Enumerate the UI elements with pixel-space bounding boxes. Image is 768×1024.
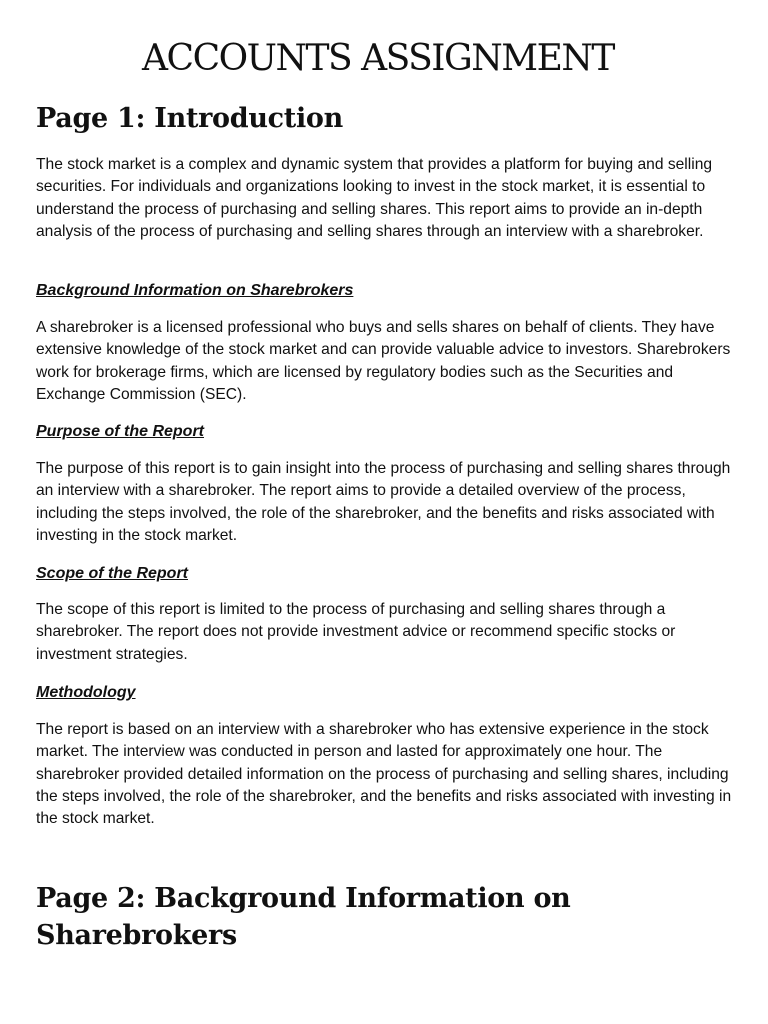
intro-paragraph: The stock market is a complex and dynamic system that provides a platform for buying and selling securities. For individuals and organizations looking to invest in the stock market, it is essential to understand the process of purchasing and selling shares. This report aims to provide an in-depth analysis of the process of purchasing and selling shares through an interview with a sharebroker. [36,156,713,240]
page1-heading: Page 1: Introduction [36,103,343,134]
document-title: ACCOUNTS ASSIGNMENT [142,38,614,79]
section-heading-background: Background Information on Sharebrokers [36,282,354,299]
page2-heading: Page 2: Background Information on Sharebrokers [36,883,571,951]
section-body-scope: The scope of this report is limited to the process of purchasing and selling shares through a sharebroker. The report does not provide investment advice or recommend specific stocks or investment strategies. [36,601,676,663]
section-heading-methodology: Methodology [36,684,136,701]
section-body-background: A sharebroker is a licensed professional who buys and sells shares on behalf of clients. They have extensive knowledge of the stock market and can provide valuable advice to investors. Sharebrokers work for brokerage firms, which are licensed by regulatory bodies such as the Securities and Exchange Commission (SEC). [36,319,731,403]
section-body-purpose: The purpose of this report is to gain insight into the process of purchasing and selling shares through an interview with a sharebroker. The report aims to provide a detailed overview of the process, including the steps involved, the role of the sharebroker, and the benefits and risks associated with investing in the stock market. [36,460,731,544]
section-heading-scope: Scope of the Report [36,565,189,582]
section-heading-purpose: Purpose of the Report [36,423,205,440]
section-body-methodology: The report is based on an interview with a sharebroker who has extensive experience in the stock market. The interview was conducted in person and lasted for approximately one hour. The sharebroker provided detailed information on the process of purchasing and selling shares, including the steps involved, the role of the sharebroker, and the benefits and risks associated with investing in the stock market. [36,721,732,828]
